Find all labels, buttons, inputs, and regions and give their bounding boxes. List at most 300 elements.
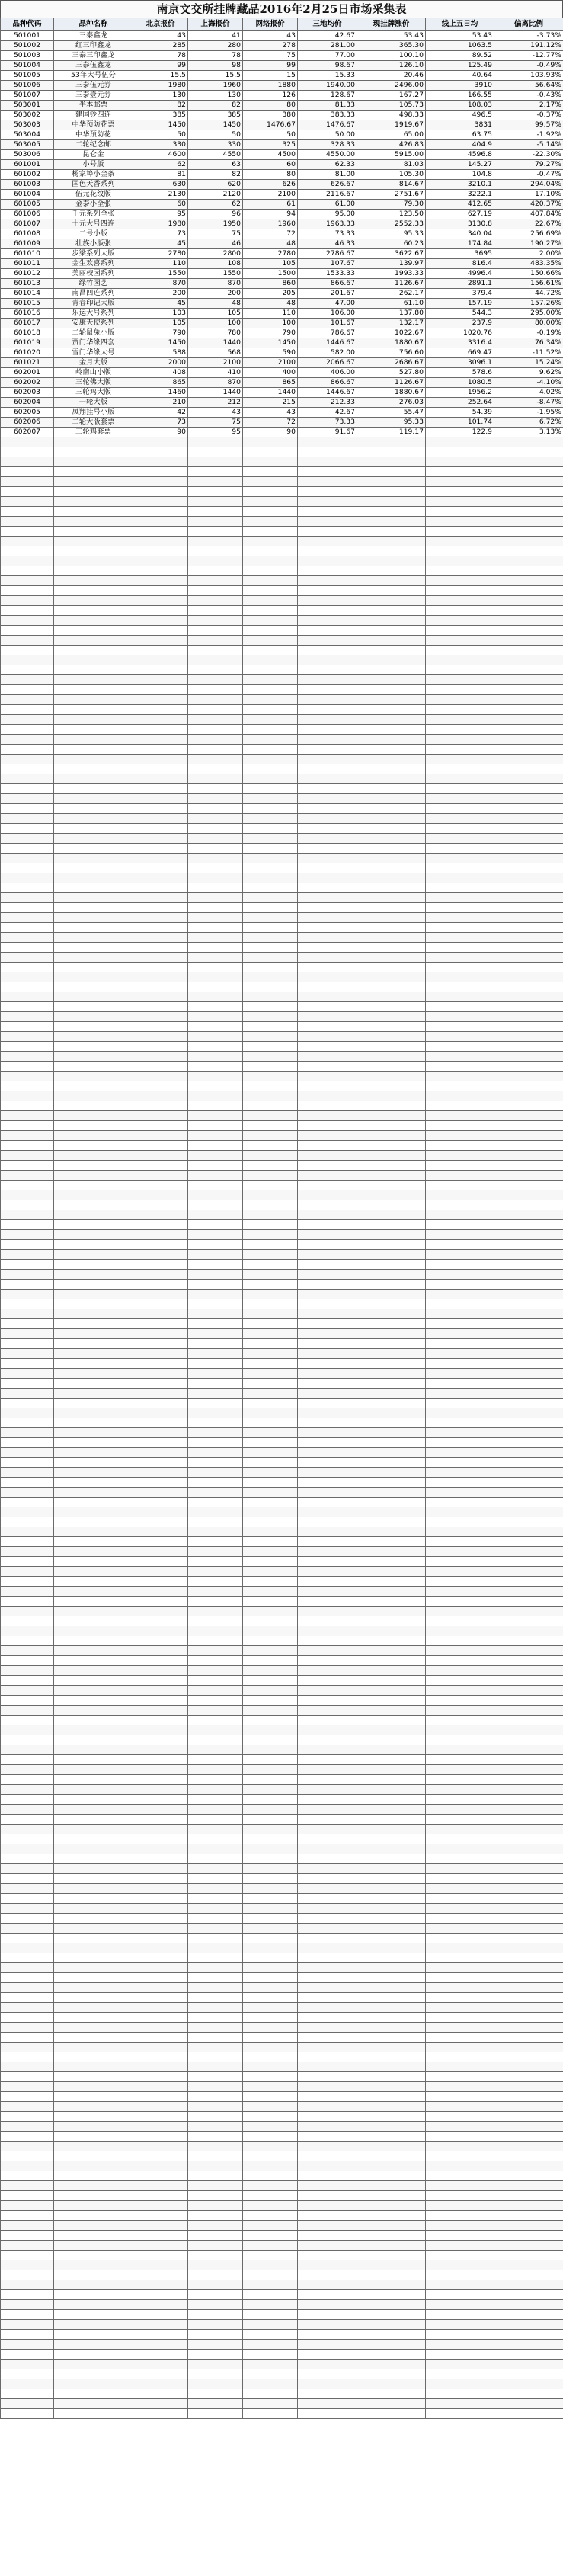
cell-code (1, 1825, 54, 1834)
cell-beijing (133, 824, 188, 834)
cell-name (54, 2112, 133, 2122)
cell-deviation: 56.64% (494, 81, 563, 91)
table-row (1, 1825, 563, 1834)
cell-online (243, 1448, 298, 1458)
cell-shanghai (188, 527, 243, 537)
cell-beijing (133, 883, 188, 893)
cell-shanghai: 4550 (188, 150, 243, 160)
cell-code (1, 477, 54, 487)
cell-shanghai (188, 1973, 243, 1983)
cell-listed (357, 1260, 426, 1270)
cell-beijing (133, 2310, 188, 2320)
cell-avg (298, 1953, 357, 1963)
cell-name: 二轮大版套票 (54, 418, 133, 428)
cell-deviation (494, 735, 563, 745)
table-row (1, 210, 563, 219)
cell-deviation (494, 1349, 563, 1359)
cell-avg (298, 497, 357, 507)
cell-online (243, 556, 298, 566)
cell-shanghai (188, 546, 243, 556)
cell-beijing (133, 1220, 188, 1230)
table-row (1, 299, 563, 309)
cell-5day (426, 1646, 494, 1656)
cell-beijing (133, 2399, 188, 2409)
cell-listed (357, 953, 426, 963)
cell-5day (426, 784, 494, 794)
cell-online (243, 1716, 298, 1725)
cell-avg (298, 923, 357, 933)
cell-shanghai (188, 1240, 243, 1250)
cell-deviation (494, 596, 563, 606)
cell-name (54, 1755, 133, 1765)
cell-online: 15 (243, 71, 298, 81)
cell-listed (357, 576, 426, 586)
cell-deviation (494, 1131, 563, 1141)
cell-beijing (133, 457, 188, 467)
cell-name (54, 1666, 133, 1676)
cell-shanghai (188, 1716, 243, 1725)
cell-name (54, 1527, 133, 1537)
cell-code (1, 1399, 54, 1408)
table-row (1, 2161, 563, 2171)
cell-deviation (494, 665, 563, 675)
table-row (1, 1498, 563, 1507)
table-row (1, 2330, 563, 2340)
cell-listed (357, 2241, 426, 2251)
cell-shanghai (188, 903, 243, 913)
cell-name (54, 1507, 133, 1517)
cell-deviation (494, 2369, 563, 2379)
cell-name: 一轮大版 (54, 398, 133, 408)
table-row (1, 249, 563, 259)
cell-beijing (133, 794, 188, 804)
cell-deviation (494, 1379, 563, 1389)
cell-name (54, 1884, 133, 1894)
cell-shanghai: 330 (188, 140, 243, 150)
cell-name (54, 1557, 133, 1567)
cell-online: 43 (243, 31, 298, 41)
cell-online (243, 1240, 298, 1250)
cell-listed (357, 665, 426, 675)
cell-shanghai: 212 (188, 398, 243, 408)
cell-listed (357, 1399, 426, 1408)
cell-avg: 1533.33 (298, 269, 357, 279)
cell-5day: 145.27 (426, 160, 494, 170)
cell-beijing (133, 1250, 188, 1260)
cell-deviation (494, 1072, 563, 1081)
cell-5day (426, 1250, 494, 1260)
cell-shanghai (188, 1527, 243, 1537)
cell-online (243, 1042, 298, 1052)
cell-code (1, 725, 54, 735)
table-row (1, 111, 563, 120)
cell-avg (298, 1636, 357, 1646)
cell-5day (426, 1448, 494, 1458)
cell-deviation (494, 2072, 563, 2082)
cell-beijing (133, 2300, 188, 2310)
cell-5day (426, 576, 494, 586)
cell-name (54, 2399, 133, 2409)
cell-beijing (133, 1616, 188, 1626)
cell-deviation: 9.62% (494, 368, 563, 378)
cell-shanghai: 100 (188, 319, 243, 328)
cell-beijing (133, 1646, 188, 1656)
table-row (1, 1864, 563, 1874)
cell-avg: 77.00 (298, 51, 357, 61)
cell-code (1, 1339, 54, 1349)
cell-code (1, 982, 54, 992)
cell-online (243, 1616, 298, 1626)
cell-online: 790 (243, 328, 298, 338)
cell-name (54, 437, 133, 447)
cell-avg (298, 626, 357, 636)
cell-deviation (494, 487, 563, 497)
cell-listed (357, 2211, 426, 2221)
cell-online (243, 963, 298, 972)
table-row (1, 2092, 563, 2102)
cell-listed (357, 774, 426, 784)
cell-listed (357, 2340, 426, 2350)
cell-online (243, 2072, 298, 2082)
cell-name (54, 2062, 133, 2072)
cell-avg: 91.67 (298, 428, 357, 437)
cell-code (1, 2161, 54, 2171)
cell-listed (357, 863, 426, 873)
cell-name (54, 2072, 133, 2082)
cell-deviation (494, 2399, 563, 2409)
cell-shanghai (188, 1775, 243, 1785)
cell-5day (426, 675, 494, 685)
cell-beijing (133, 1527, 188, 1537)
cell-listed: 3622.67 (357, 249, 426, 259)
cell-deviation: 295.00% (494, 309, 563, 319)
cell-beijing (133, 1854, 188, 1864)
cell-name (54, 784, 133, 794)
cell-5day (426, 1379, 494, 1389)
cell-code (1, 2132, 54, 2142)
cell-shanghai (188, 1081, 243, 1091)
cell-5day (426, 735, 494, 745)
cell-deviation (494, 2389, 563, 2399)
table-row (1, 1745, 563, 1755)
cell-deviation (494, 1765, 563, 1775)
cell-avg: 1940.00 (298, 81, 357, 91)
cell-online (243, 844, 298, 854)
table-row (1, 1775, 563, 1785)
cell-deviation: -22.30% (494, 150, 563, 160)
cell-name (54, 1795, 133, 1805)
cell-online (243, 457, 298, 467)
cell-beijing: 110 (133, 259, 188, 269)
cell-avg (298, 2161, 357, 2171)
cell-5day: 627.19 (426, 210, 494, 219)
cell-name (54, 2211, 133, 2221)
cell-5day (426, 2023, 494, 2033)
cell-name (54, 2142, 133, 2151)
cell-avg (298, 982, 357, 992)
cell-avg (298, 764, 357, 774)
cell-code: 602001 (1, 368, 54, 378)
cell-shanghai (188, 646, 243, 655)
cell-listed: 20.46 (357, 71, 426, 81)
table-row (1, 715, 563, 725)
cell-code (1, 695, 54, 705)
cell-shanghai: 130 (188, 91, 243, 101)
cell-code (1, 844, 54, 854)
cell-deviation: -1.92% (494, 130, 563, 140)
cell-code (1, 1597, 54, 1607)
cell-5day (426, 764, 494, 774)
cell-shanghai (188, 1428, 243, 1438)
cell-deviation (494, 2241, 563, 2251)
cell-code (1, 665, 54, 675)
cell-listed (357, 1032, 426, 1042)
cell-shanghai (188, 1834, 243, 1844)
cell-listed (357, 1438, 426, 1448)
cell-beijing (133, 1062, 188, 1072)
cell-code: 501003 (1, 51, 54, 61)
cell-name (54, 1597, 133, 1607)
cell-code: 601015 (1, 299, 54, 309)
cell-online (243, 1607, 298, 1616)
table-row (1, 814, 563, 824)
cell-beijing (133, 1884, 188, 1894)
cell-deviation (494, 804, 563, 814)
table-row (1, 1607, 563, 1616)
cell-deviation (494, 1240, 563, 1250)
cell-listed (357, 794, 426, 804)
cell-deviation (494, 1924, 563, 1934)
cell-5day: 412.65 (426, 200, 494, 210)
cell-listed (357, 1240, 426, 1250)
cell-listed (357, 477, 426, 487)
cell-listed (357, 2142, 426, 2151)
cell-code: 601014 (1, 289, 54, 299)
cell-listed (357, 457, 426, 467)
cell-code (1, 2201, 54, 2211)
cell-shanghai (188, 1131, 243, 1141)
cell-avg (298, 566, 357, 576)
cell-online: 100 (243, 319, 298, 328)
cell-shanghai (188, 1369, 243, 1379)
cell-shanghai (188, 1121, 243, 1131)
cell-beijing (133, 1498, 188, 1507)
cell-code (1, 1567, 54, 1577)
cell-beijing (133, 1438, 188, 1448)
cell-code (1, 1934, 54, 1943)
cell-listed (357, 2052, 426, 2062)
cell-deviation: 2.17% (494, 101, 563, 111)
cell-5day (426, 2369, 494, 2379)
cell-name: 小号版 (54, 160, 133, 170)
cell-name (54, 1894, 133, 1904)
cell-code (1, 1904, 54, 1914)
cell-name (54, 804, 133, 814)
table-row (1, 388, 563, 398)
cell-avg (298, 774, 357, 784)
table-row (1, 2409, 563, 2419)
cell-shanghai (188, 844, 243, 854)
cell-5day: 63.75 (426, 130, 494, 140)
cell-beijing (133, 2033, 188, 2043)
cell-code (1, 1032, 54, 1042)
cell-online (243, 2013, 298, 2023)
cell-online (243, 1121, 298, 1131)
cell-online (243, 1507, 298, 1517)
table-row (1, 328, 563, 338)
cell-5day: 3831 (426, 120, 494, 130)
cell-online (243, 913, 298, 923)
cell-deviation (494, 2360, 563, 2369)
cell-shanghai (188, 804, 243, 814)
table-row (1, 1488, 563, 1498)
cell-shanghai (188, 725, 243, 735)
cell-5day (426, 1815, 494, 1825)
cell-listed (357, 1607, 426, 1616)
cell-code (1, 1369, 54, 1379)
cell-5day (426, 1399, 494, 1408)
cell-shanghai (188, 477, 243, 487)
cell-online (243, 755, 298, 764)
cell-listed (357, 2399, 426, 2409)
cell-name (54, 1607, 133, 1616)
cell-beijing (133, 1676, 188, 1686)
cell-shanghai (188, 695, 243, 705)
cell-beijing (133, 2379, 188, 2389)
table-row (1, 1458, 563, 1468)
cell-name (54, 566, 133, 576)
cell-listed (357, 1646, 426, 1656)
cell-code: 602005 (1, 408, 54, 418)
cell-5day (426, 616, 494, 626)
cell-listed (357, 2062, 426, 2072)
cell-beijing (133, 1904, 188, 1914)
cell-deviation (494, 943, 563, 953)
cell-shanghai (188, 606, 243, 616)
cell-listed (357, 1805, 426, 1815)
cell-shanghai (188, 2290, 243, 2300)
cell-code: 602006 (1, 418, 54, 428)
cell-deviation (494, 695, 563, 705)
col-online-header: 网络报价 (243, 18, 298, 31)
cell-5day (426, 2201, 494, 2211)
table-row (1, 695, 563, 705)
cell-name (54, 1349, 133, 1359)
cell-beijing: 865 (133, 378, 188, 388)
cell-5day (426, 883, 494, 893)
cell-shanghai (188, 1745, 243, 1755)
cell-code (1, 1527, 54, 1537)
table-row (1, 1448, 563, 1458)
cell-5day (426, 725, 494, 735)
cell-name (54, 1676, 133, 1686)
cell-code (1, 2280, 54, 2290)
cell-5day (426, 715, 494, 725)
cell-shanghai (188, 467, 243, 477)
cell-beijing (133, 655, 188, 665)
cell-listed (357, 1834, 426, 1844)
cell-5day (426, 1111, 494, 1121)
table-row (1, 61, 563, 71)
cell-deviation (494, 814, 563, 824)
cell-online: 865 (243, 378, 298, 388)
cell-name (54, 1002, 133, 1012)
cell-online (243, 2399, 298, 2409)
cell-name (54, 774, 133, 784)
cell-5day (426, 1686, 494, 1696)
cell-avg (298, 1240, 357, 1250)
cell-online (243, 1339, 298, 1349)
cell-listed (357, 695, 426, 705)
cell-online (243, 982, 298, 992)
cell-code: 601010 (1, 249, 54, 259)
cell-online (243, 447, 298, 457)
cell-shanghai (188, 1379, 243, 1389)
table-row (1, 71, 563, 81)
cell-deviation (494, 1735, 563, 1745)
cell-5day (426, 2330, 494, 2340)
cell-listed (357, 824, 426, 834)
cell-deviation (494, 2350, 563, 2360)
cell-deviation (494, 1081, 563, 1091)
table-row (1, 1408, 563, 1418)
cell-avg (298, 1646, 357, 1656)
cell-avg (298, 2102, 357, 2112)
table-row (1, 2211, 563, 2221)
cell-5day (426, 556, 494, 566)
cell-shanghai (188, 2221, 243, 2231)
cell-avg (298, 1488, 357, 1498)
cell-beijing: 4600 (133, 150, 188, 160)
cell-5day (426, 1171, 494, 1181)
cell-deviation (494, 1250, 563, 1260)
cell-listed (357, 1934, 426, 1943)
cell-deviation (494, 1716, 563, 1725)
cell-avg: 62.33 (298, 160, 357, 170)
cell-online (243, 1438, 298, 1448)
cell-deviation (494, 1408, 563, 1418)
cell-shanghai (188, 1815, 243, 1825)
cell-avg (298, 1795, 357, 1805)
cell-name (54, 1775, 133, 1785)
table-row (1, 1646, 563, 1656)
cell-avg (298, 903, 357, 913)
cell-online (243, 834, 298, 844)
cell-deviation (494, 2161, 563, 2171)
cell-deviation (494, 606, 563, 616)
cell-code (1, 1121, 54, 1131)
table-row (1, 1478, 563, 1488)
cell-beijing (133, 2290, 188, 2300)
cell-listed (357, 2300, 426, 2310)
cell-online (243, 1091, 298, 1101)
cell-beijing (133, 1141, 188, 1151)
cell-online (243, 2161, 298, 2171)
cell-online: 99 (243, 61, 298, 71)
cell-avg (298, 1894, 357, 1904)
table-row (1, 735, 563, 745)
cell-5day (426, 2151, 494, 2161)
cell-beijing (133, 1706, 188, 1716)
cell-code (1, 1884, 54, 1894)
cell-shanghai (188, 1280, 243, 1290)
cell-listed (357, 2330, 426, 2340)
table-row (1, 1884, 563, 1894)
cell-shanghai (188, 2340, 243, 2350)
cell-online (243, 2409, 298, 2419)
cell-name: 壮族小版张 (54, 239, 133, 249)
cell-shanghai: 62 (188, 200, 243, 210)
